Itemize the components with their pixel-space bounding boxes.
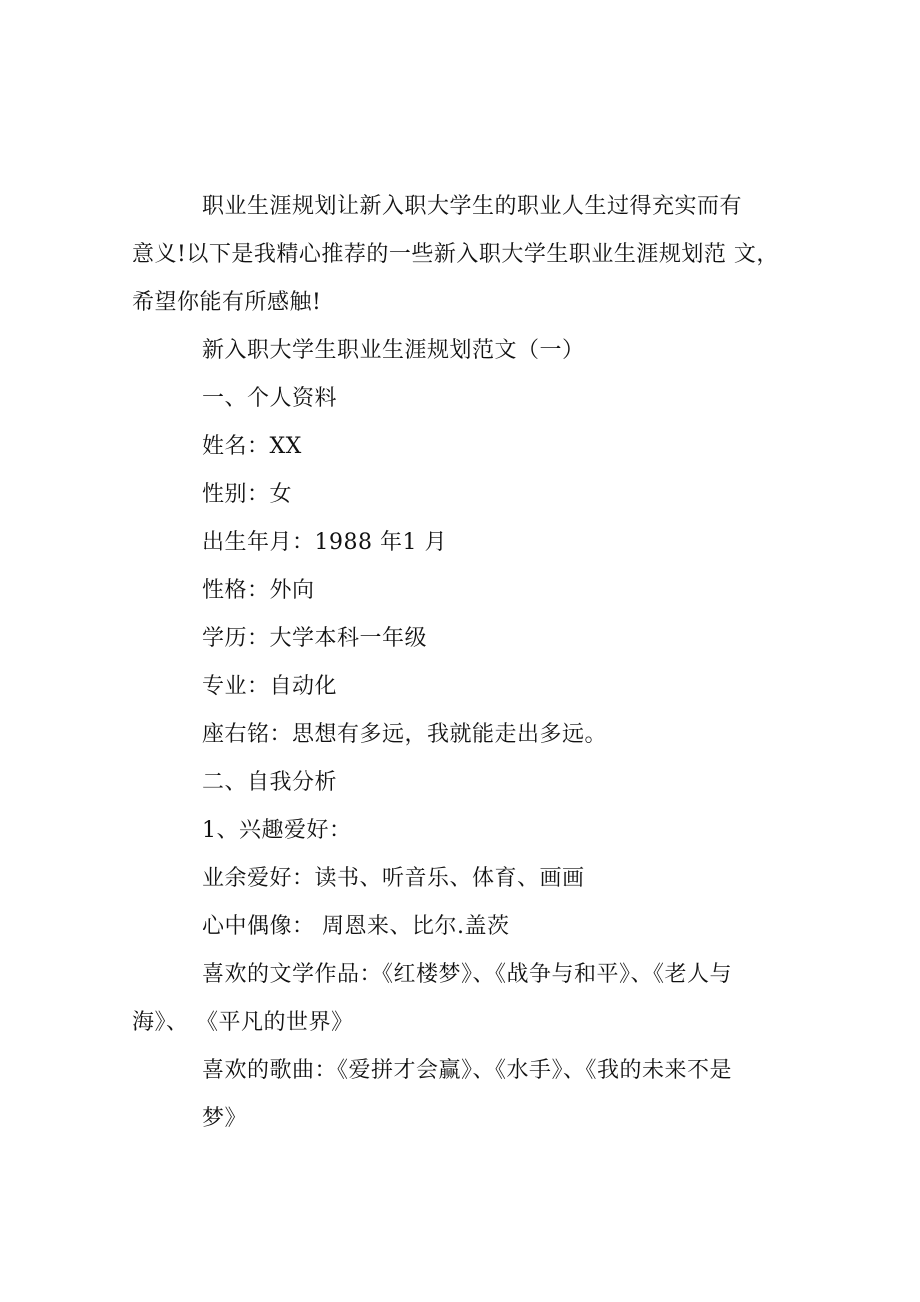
field-gender: 性别：女 [202, 482, 293, 507]
field-favorite-books-line-1: 喜欢的文学作品：《红楼梦》、《战争与和平》、《老人与 [202, 962, 733, 987]
section-heading-self-analysis: 二、自我分析 [202, 770, 338, 795]
field-birth-date: 出生年月：1988 年1 月 [202, 530, 447, 555]
article-title: 新入职大学生职业生涯规划范文（一） [202, 338, 585, 363]
intro-line-2: 意义!以下是我精心推荐的一些新入职大学生职业生涯规划范 文， [132, 242, 779, 267]
field-favorite-songs-line-2: 梦》 [202, 1106, 248, 1131]
intro-line-3: 希望你能有所感触! [132, 290, 322, 315]
subheading-interests: 1、兴趣爱好： [202, 818, 352, 843]
field-favorite-books-line-2: 海》、 《平凡的世界》 [132, 1010, 354, 1035]
field-favorite-songs-line-1: 喜欢的歌曲：《爱拼才会赢》、《水手》、《我的未来不是 [202, 1058, 733, 1083]
field-major: 专业：自动化 [202, 674, 338, 699]
field-hobbies: 业余爱好：读书、听音乐、体育、画画 [202, 866, 585, 891]
field-idols: 心中偶像： 周恩来、比尔.盖茨 [202, 914, 510, 939]
section-heading-personal-info: 一、个人资料 [202, 386, 338, 411]
field-name: 姓名：XX [202, 434, 302, 459]
intro-line-1: 职业生涯规划让新入职大学生的职业人生过得充实而有 [202, 194, 743, 219]
field-education: 学历：大学本科一年级 [202, 626, 428, 651]
field-motto: 座右铭：思想有多远，我就能走出多远。 [202, 722, 608, 747]
field-personality: 性格：外向 [202, 578, 315, 603]
